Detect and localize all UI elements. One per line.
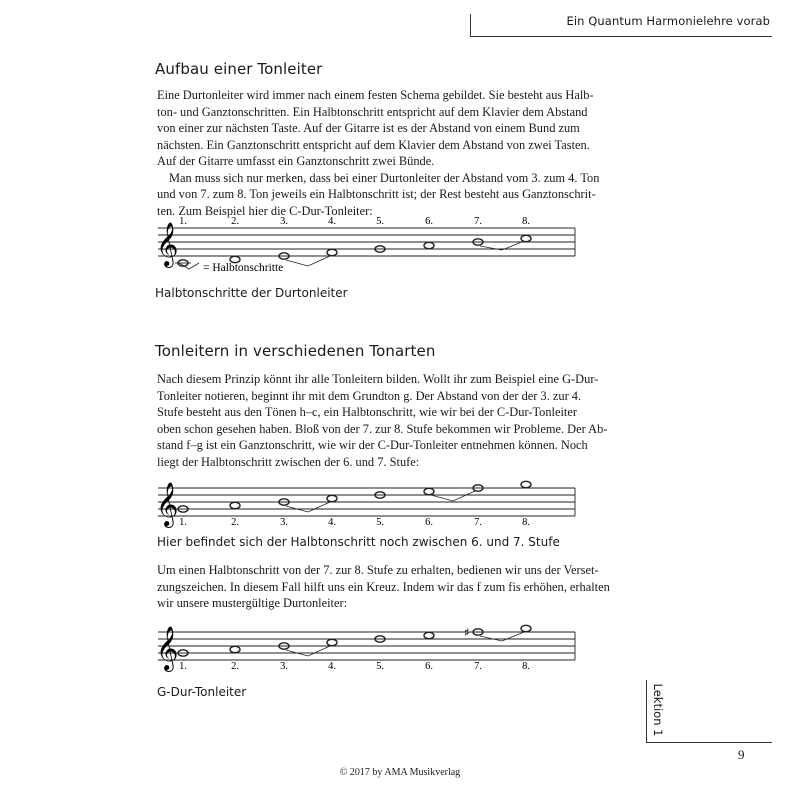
page-number: 9 bbox=[738, 747, 745, 762]
scale-degree-label: 8. bbox=[522, 661, 530, 672]
text-line: Stufe besteht aus den Tönen h–c, ein Halbtonschritt, wie wir bei der C-Dur-Tonleiter bbox=[157, 405, 577, 419]
c-major-scale-staff bbox=[155, 212, 585, 322]
text-line: ton- und Ganztonschritten. Ein Halbtonschritt entspricht auf dem Klavier dem Abstand bbox=[157, 104, 588, 119]
scale-degree-label: 1. bbox=[179, 517, 187, 528]
text-line: Man muss sich nur merken, dass bei einer Durtonleiter der Abstand vom 3. zum 4. Ton bbox=[169, 170, 600, 185]
text-line: Nach diesem Prinzip könnt ihr alle Tonleitern bilden. Wollt ihr zum Beispiel eine G-Dur- bbox=[157, 372, 599, 386]
scale-degree-label: 5. bbox=[376, 661, 384, 672]
text-line: von einer zur nächsten Taste. Auf der Gitarre ist es der Abstand von einem Bund zum bbox=[157, 121, 580, 135]
note-e5 bbox=[424, 632, 434, 638]
footer-rule bbox=[646, 742, 772, 743]
scale-degree-label: 2. bbox=[231, 216, 239, 227]
scale-degree-label: 6. bbox=[425, 216, 433, 227]
halftone-bracket bbox=[286, 646, 330, 656]
section-heading-tonarten: Tonleitern in verschiedenen Tonarten bbox=[155, 342, 436, 360]
note-c5 bbox=[327, 495, 337, 501]
note-a4 bbox=[230, 502, 240, 508]
scale-degree-label: 7. bbox=[474, 216, 482, 227]
note-f4 bbox=[327, 249, 337, 255]
note-a4 bbox=[424, 242, 434, 248]
text-line: stand f–g ist ein Ganztonschritt, wie wir der C-Dur-Tonleiter entnehmen können. Noch bbox=[157, 438, 588, 452]
note-c5 bbox=[327, 639, 337, 645]
text-line: Tonleiter notieren, beginnt ihr mit dem Grundton g. Der Abstand von der der 3. zur 4. bbox=[157, 388, 582, 403]
scale-degree-label: 3. bbox=[280, 517, 288, 528]
note-a4 bbox=[230, 646, 240, 652]
text-line: zungszeichen. In diesem Fall hilft uns ein Kreuz. Indem wir das f zum fis erhöhen, erhalten bbox=[157, 579, 610, 594]
treble-clef-icon: 𝄞 bbox=[156, 482, 179, 526]
text-line: nächsten. Ein Ganztonschritt entspricht auf dem Klavier dem Abstand von zwei Tasten. bbox=[157, 137, 590, 152]
scale-degree-label: 6. bbox=[425, 517, 433, 528]
scale-degree-label: 7. bbox=[474, 661, 482, 672]
legend-text: = Halbtonschritte bbox=[203, 262, 284, 274]
text-line: oben schon gesehen haben. Bloß von der 7. zur 8. Stufe bekommen wir Probleme. Der Ab- bbox=[157, 421, 608, 436]
text-line: und von 7. zum 8. Ton jeweils ein Halbtonschritt ist; der Rest besteht aus Ganztonschrit- bbox=[157, 187, 596, 201]
scale-degree-label: 6. bbox=[425, 661, 433, 672]
section2-paragraph bbox=[157, 371, 608, 470]
scale-degree-label: 1. bbox=[179, 216, 187, 227]
scale-degree-label: 2. bbox=[231, 517, 239, 528]
text-line: wir unsere mustergültige Durtonleiter: bbox=[157, 596, 348, 610]
treble-clef-icon: 𝄞 bbox=[156, 222, 179, 266]
text-line: liegt der Halbtonschritt zwischen der 6. und 7. Stufe: bbox=[157, 454, 420, 469]
header-rule bbox=[470, 36, 772, 37]
note-c5 bbox=[521, 235, 531, 241]
scale-degree-label: 4. bbox=[328, 661, 336, 672]
halftone-bracket bbox=[480, 632, 524, 641]
treble-clef-icon: 𝄞 bbox=[156, 626, 179, 670]
caption-halbtonschritt-6-7: Hier befindet sich der Halbtonschritt noch zwischen 6. und 7. Stufe bbox=[157, 535, 560, 549]
scale-degree-label: 5. bbox=[376, 517, 384, 528]
note-e5 bbox=[424, 488, 434, 494]
section2-paragraph2 bbox=[157, 562, 610, 612]
scale-notes bbox=[178, 481, 531, 512]
scale-degree-label: 8. bbox=[522, 517, 530, 528]
lesson-tab-label: Lektion 1 bbox=[651, 683, 665, 737]
scale-degree-label: 3. bbox=[280, 216, 288, 227]
section-heading-aufbau: Aufbau einer Tonleiter bbox=[155, 60, 323, 78]
copyright-notice: © 2017 by AMA Musikverlag bbox=[339, 767, 461, 778]
halftone-bracket bbox=[431, 491, 475, 501]
scale-notes bbox=[178, 625, 531, 656]
sharp-icon: ♯ bbox=[464, 625, 470, 640]
text-line: ten. Zum Beispiel hier die C-Dur-Tonleiter: bbox=[157, 203, 373, 218]
scale-degree-label: 4. bbox=[328, 216, 336, 227]
note-g5 bbox=[521, 625, 531, 631]
halftone-bracket bbox=[286, 502, 330, 512]
scale-degree-label: 3. bbox=[280, 661, 288, 672]
lesson-side-tab bbox=[648, 680, 668, 742]
caption-g-dur: G-Dur-Tonleiter bbox=[157, 685, 247, 699]
scale-degree-label: 7. bbox=[474, 517, 482, 528]
g-major-scale-staff bbox=[155, 620, 585, 730]
section1-paragraph bbox=[157, 87, 600, 219]
scale-degree-label: 5. bbox=[376, 216, 384, 227]
caption-halbtonschritte: Halbtonschritte der Durtonleiter bbox=[155, 286, 348, 300]
scale-degree-label: 4. bbox=[328, 517, 336, 528]
running-header: Ein Quantum Harmonielehre vorab bbox=[566, 14, 770, 28]
text-line: Eine Durtonleiter wird immer nach einem festen Schema gebildet. Sie besteht aus Halb- bbox=[157, 88, 594, 102]
text-line: Auf der Gitarre umfasst ein Ganztonschritt zwei Bünde. bbox=[157, 154, 435, 168]
side-tab-rule bbox=[646, 680, 647, 742]
scale-degree-label: 1. bbox=[179, 661, 187, 672]
halftone-bracket bbox=[286, 256, 330, 266]
scale-degree-label: 8. bbox=[522, 216, 530, 227]
note-g5 bbox=[521, 481, 531, 487]
scale-degree-label: 2. bbox=[231, 661, 239, 672]
text-line: Um einen Halbtonschritt von der 7. zur 8. Stufe zu erhalten, bedienen wir uns der Verset- bbox=[157, 563, 599, 577]
